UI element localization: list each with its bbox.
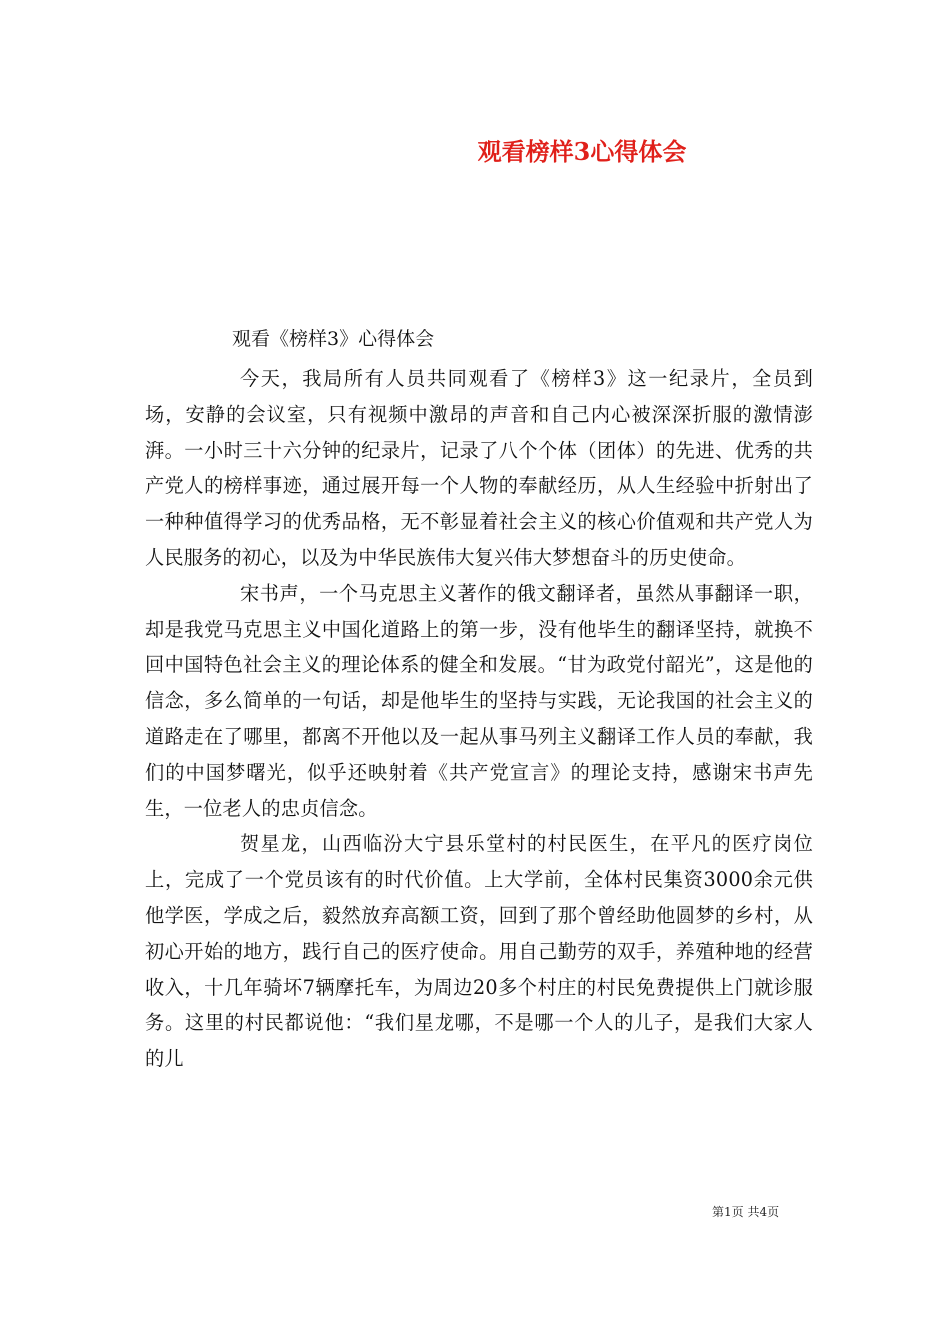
document-body (145, 361, 813, 1077)
document-subtitle: 观看《榜样3》心得体会 (232, 328, 435, 350)
paragraph: 今天，我局所有人员共同观看了《榜样3》这一纪录片，全员到场，安静的会议室，只有视频中激昂的声音和自己内心被深深折服的激情澎湃。一小时三十六分钟的纪录片，记录了八个个体（团体）的先进、优秀的共产党人的榜样事迹，通过展开每一个人物的奉献经历，从人生经验中折射出了一种种值得学习的优秀品格，无不彰显着社会主义的核心价值观和共产党人为人民服务的初心，以及为中华民族伟大复兴伟大梦想奋斗的历史使命。 (145, 367, 813, 569)
paragraph: 宋书声，一个马克思主义著作的俄文翻译者，虽然从事翻译一职，却是我党马克思主义中国化道路上的第一步，没有他毕生的翻译坚持，就换不回中国特色社会主义的理论体系的健全和发展。“甘为政党付韶光”，这是他的信念，多么简单的一句话，却是他毕生的坚持与实践，无论我国的社会主义的道路走在了哪里，都离不开他以及一起从事马列主义翻译工作人员的奉献，我们的中国梦曙光，似乎还映射着《共产党宣言》的理论支持，感谢宋书声先生，一位老人的忠贞信念。 (145, 581, 813, 820)
paragraph: 贺星龙，山西临汾大宁县乐堂村的村民医生，在平凡的医疗岗位上，完成了一个党员该有的时代价值。上大学前，全体村民集资3000余元供他学医，学成之后，毅然放弃高额工资，回到了那个曾经助他圆梦的乡村，从初心开始的地方，践行自己的医疗使命。用自己勤劳的双手，养殖种地的经营收入，十几年骑坏7辆摩托车，为周边20多个村庄的村民免费提供上门就诊服务。这里的村民都说他：“我们星龙哪，不是哪一个人的儿子，是我们大家人的儿 (145, 832, 813, 1071)
page-title: 观看榜样3心得体会 (477, 137, 687, 166)
page-footer: 第1页 共4页 (712, 1205, 780, 1219)
